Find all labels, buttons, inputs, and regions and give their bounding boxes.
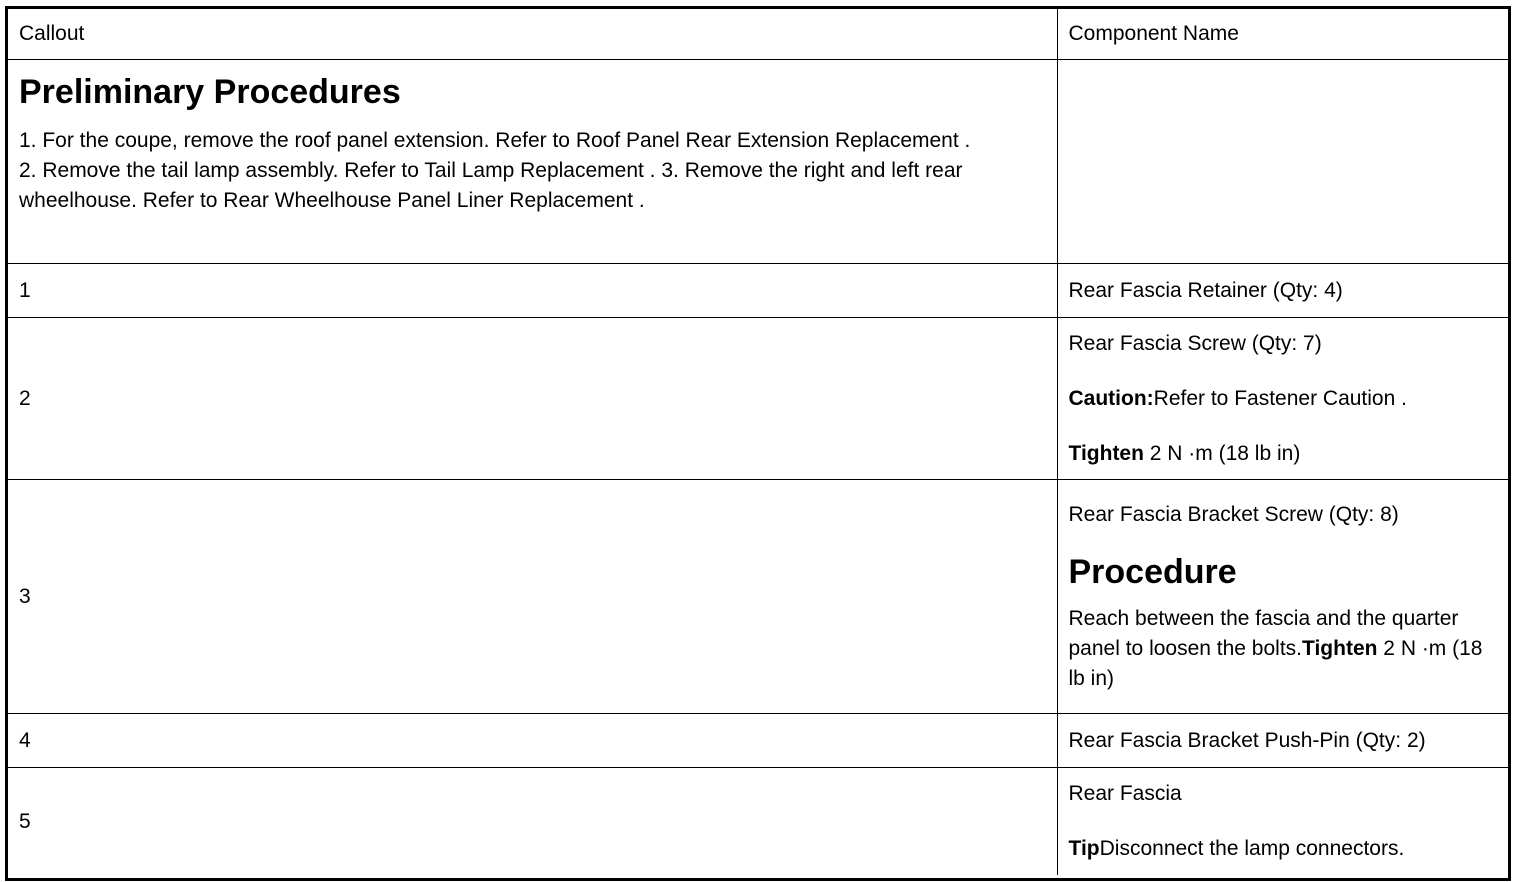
caution-text: Refer to Fastener Caution . (1153, 386, 1407, 410)
tighten-label: Tighten (1302, 636, 1378, 660)
table-row (8, 714, 1508, 768)
caution-note (1069, 384, 1498, 414)
tighten-value: 2 N ·m (18 lb in) (1068, 636, 1483, 690)
component-name-column-header: Component Name (1057, 9, 1508, 60)
component-name-cell: Rear Fascia Retainer (Qty: 4) (1057, 264, 1508, 318)
callout-cell: 2 (8, 318, 1057, 480)
preliminary-procedures-cell (8, 60, 1057, 264)
table-row (8, 318, 1508, 480)
component-name-cell: Rear Fascia Bracket Push-Pin (Qty: 2) (1057, 714, 1508, 768)
callout-cell: 1 (8, 264, 1057, 318)
component-name: Rear Fascia (1068, 782, 1182, 805)
preliminary-procedures-title: Preliminary Procedures (19, 73, 401, 111)
callout-cell: 4 (8, 714, 1057, 768)
tip-label: Tip (1068, 837, 1100, 860)
preliminary-procedures-row (8, 60, 1508, 264)
table-header-row (8, 9, 1508, 60)
components-table (8, 9, 1508, 875)
table-row (8, 480, 1508, 714)
component-name-cell (1057, 318, 1508, 480)
tighten-value: 2 N ·m (18 lb in) (1143, 441, 1301, 465)
component-name-cell (1057, 768, 1508, 876)
tip-note (1069, 834, 1498, 864)
tip-text: Disconnect the lamp connectors. (1099, 837, 1405, 860)
procedure-title: Procedure (1068, 552, 1237, 591)
procedure-text (1069, 604, 1498, 694)
procedure-instruction: Reach between the fascia and the quarter panel to loosen the bolts. (1068, 606, 1459, 660)
callout-column-header: Callout (8, 9, 1057, 60)
component-name-cell (1057, 480, 1508, 714)
table-row (8, 768, 1508, 876)
preliminary-procedures-text: 1. For the coupe, remove the roof panel extension. Refer to Roof Panel Rear Extension Replacement . 2. Remove the tail lamp assembly. Refer to Tail Lamp Replacement . 3. Remove the right and left rear wheelhouse. Refer to Rear Wheelhouse Panel Liner Replacement . (19, 129, 971, 212)
tighten-label: Tighten (1068, 441, 1144, 465)
tighten-spec (1069, 439, 1498, 469)
callout-cell: 3 (8, 480, 1057, 714)
document-frame (5, 6, 1511, 881)
caution-label: Caution: (1068, 386, 1154, 410)
callout-cell: 5 (8, 768, 1057, 876)
preliminary-empty-cell (1057, 60, 1508, 264)
component-name: Rear Fascia Screw (Qty: 7) (1068, 331, 1322, 355)
table-row (8, 264, 1508, 318)
component-name: Rear Fascia Bracket Screw (Qty: 8) (1068, 502, 1399, 526)
